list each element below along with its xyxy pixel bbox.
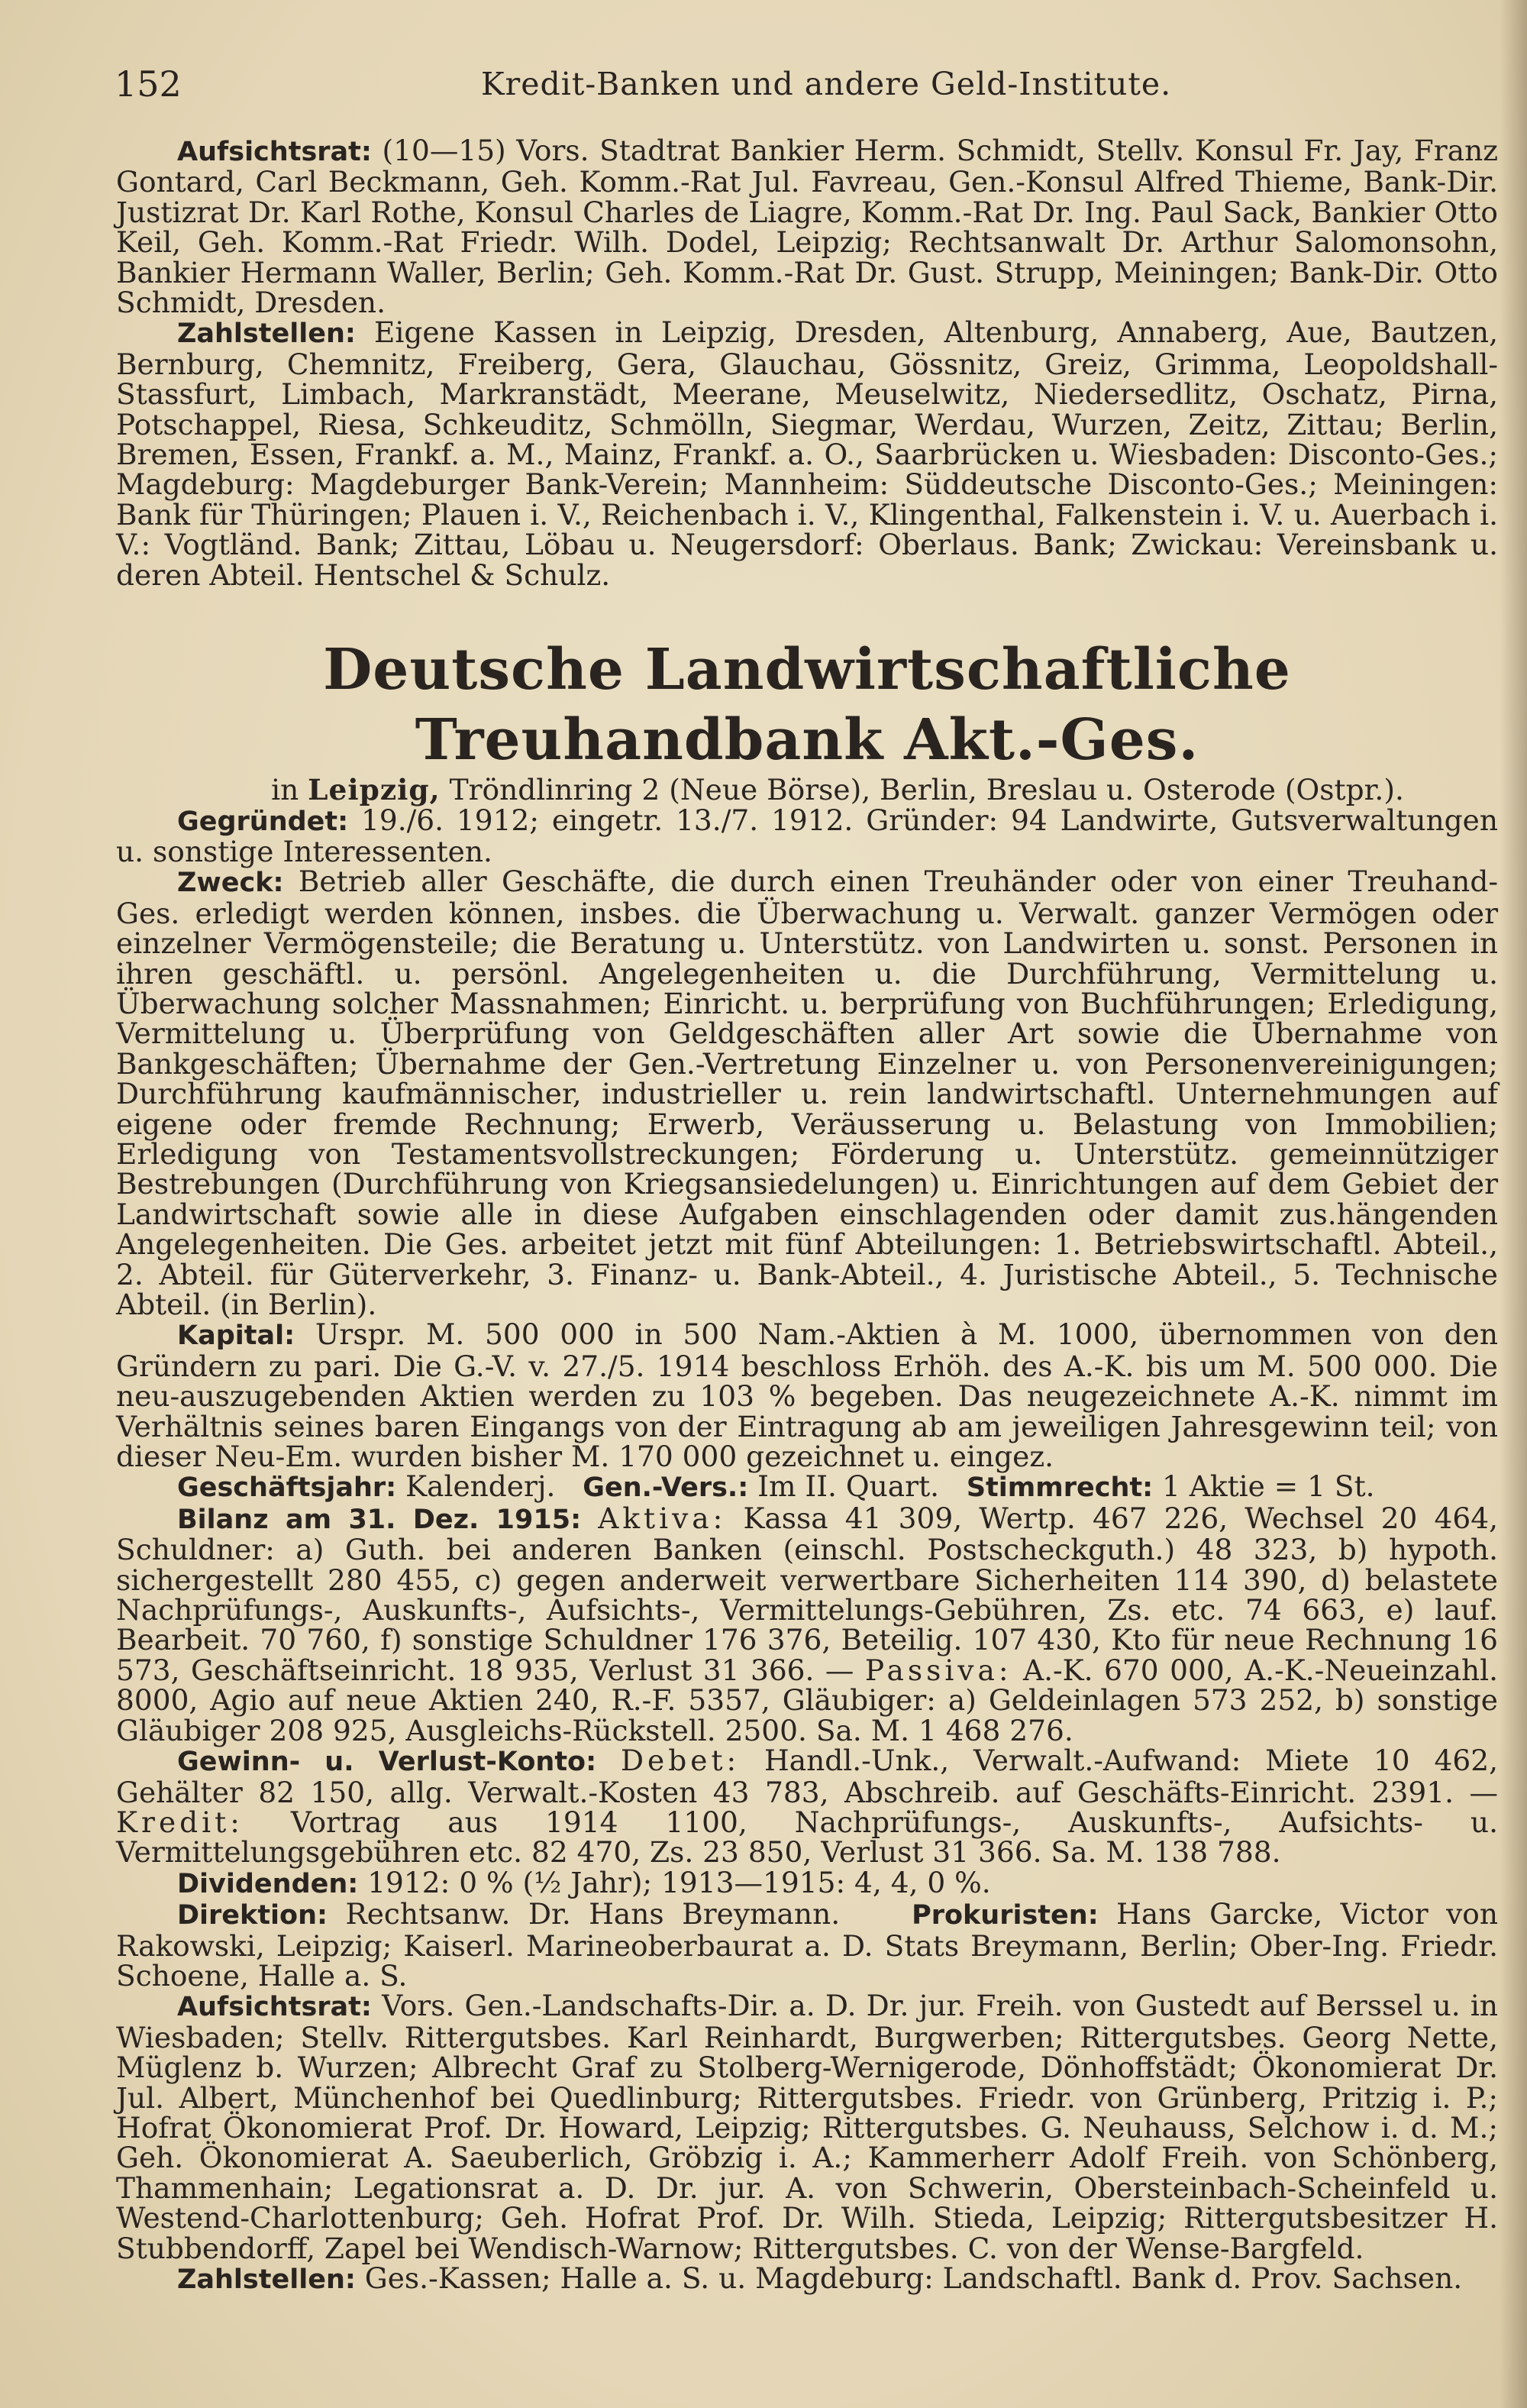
aktiva-label: Aktiva: [598,1501,727,1535]
kredit-text: Vortrag aus 1914 1100, Nachprüfungs-, Auskunfts-, Aufsichts- u. Vermittelungsgebühren etc. 82 470, Zs. 23 850, Verlust 31 366. Sa. M. 138 788. [116,1805,1498,1870]
section-label: Gen.-Vers.: [583,1472,749,1504]
aktiva-text: Kassa 41 309, Wertp. 467 226, Wechsel 20 464, Schuldner: a) Guth. bei anderen Banken (einschl. Postscheckguth.) 48 323, b) hypoth. sichergestellt 280 455, c) gegen anderweit verwertbare Sicherheiten 114 390, d) belastete Nachprüfungs-, Auskunfts-, Aufsichts-, Vermittelungs-Gebühren, Zs. etc. 74 663, e) lauf. Bearbeit. 70 760, f) sonstige Schuldner 176 376, Beteilig. 107 430, Kto für neue Rechnung 16 573, Geschäftseinricht. 18 935, Verlust 31 366. — [116,1501,1499,1687]
section-text: Eigene Kassen in Leipzig, Dresden, Altenburg, Annaberg, Aue, Bautzen, Bernburg, Chemnitz, Freiberg, Gera, Glauchau, Gössnitz, Greiz, Grimma, Leopoldshall-Stassfurt, Limbach, Markranstädt, Meerane, Meuselwitz, Niedersedlitz, Oschatz, Pirna, Potschappel, Riesa, Schkeuditz, Schmölln, Siegmar, Werdau, Wurzen, Zeitz, Zittau; Berlin, Bremen, Essen, Frankf. a. M., Mainz, Frankf. a. O., Saarbrücken u. Wiesbaden: Disconto-Ges.; Magdeburg: Magdeburger Bank-Verein; Mannheim: Süddeutsche Disconto-Ges.; Meiningen: Bank für Thüringen; Plauen i. V., Reichenbach i. V., Klingenthal, Falkenstein i. V. u. Auerbach i. V.: Vogtländ. Bank; Zittau, Löbau u. Neugersdorf: Oberlaus. Bank; Zwickau: Vereinsbank u. deren Abteil. Hentschel & Schulz. [116,315,1498,592]
page-number: 152 [115,63,182,105]
section-text: 1 Aktie = 1 St. [1162,1469,1375,1504]
body-text [116,136,1498,2295]
section-text: Hans Garcke, Victor von Rakowski, Leipzig; Kaiserl. Marineoberbaurat a. D. Stats Breymann, Berlin; Ober-Ing. Friedr. Schoene, Halle a. S. [116,1897,1499,1993]
aufsichtsrat-section [116,1991,1498,2264]
kredit-label: Kredit: [116,1805,244,1839]
section-label: Prokuristen: [912,1900,1099,1931]
bilanz-section [116,1501,1499,1747]
section-label: Zahlstellen: [177,2264,356,2295]
prev-zahlstellen [116,315,1498,592]
section-text: Urspr. M. 500 000 in 500 Nam.-Aktien à M. 1000, übernommen von den Gründern zu pari. Die G.-V. v. 27./5. 1914 beschloss Erhöh. des A.-K. bis um M. 500 000. Die neu-auszugebenden Aktien werden zu 103 % begeben. Das neugezeichnete A.-K. nimmt im Verhältnis seines baren Eingangs von der Eintragung ab am jeweiligen Jahresgewinn teil; von dieser Neu-Em. wurden bisher M. 170 000 gezeichnet u. eingez. [116,1317,1498,1474]
section-text: Ges.-Kassen; Halle a. S. u. Magdeburg: Landschaftl. Bank d. Prov. Sachsen. [364,2261,1463,2295]
section-text: 1912: 0 % (½ Jahr); 1913—1915: 4, 4, 0 %. [367,1865,991,1899]
passiva-label: Passiva: [864,1653,1012,1687]
kapital-section [116,1317,1498,1474]
section-label: Gewinn- u. Verlust-Konto: [177,1747,597,1778]
location-city: Leipzig, [308,773,441,807]
dividenden-section [116,1865,1498,1899]
section-label: Gegründet: [177,806,349,837]
section-text: Kalenderj. [405,1469,556,1504]
location-rest: Tröndlinring 2 (Neue Börse), Berlin, Breslau u. Osterode (Ostpr.). [449,773,1404,807]
company-title: Deutsche Landwirtschaftliche Treuhandbank Akt.-Ges. [323,637,1291,774]
section-label: Dividenden: [177,1868,359,1899]
section-label: Bilanz am 31. Dez. 1915: [177,1504,582,1535]
debet-text: Handl.-Unk., Verwalt.-Aufwand: Miete 10 462, Gehälter 82 150, allg. Verwalt.-Kosten 43 783, Abschreib. auf Geschäfts-Einricht. 2391. — [116,1744,1498,1809]
direktion-section [116,1899,1498,1991]
prev-aufsichtsrat [116,136,1498,318]
section-text: (10—15) Vors. Stadtrat Bankier Herm. Schmidt, Stellv. Konsul Fr. Jay, Franz Gontard, Carl Beckmann, Geh. Komm.-Rat Jul. Favreau, Gen.-Konsul Alfred Thieme, Bank-Dir. Justizrat Dr. Karl Rothe, Konsul Charles de Liagre, Komm.-Rat Dr. Ing. Paul Sack, Bankier Otto Keil, Geh. Komm.-Rat Friedr. Wilh. Dodel, Leipzig; Rechtsanwalt Dr. Arthur Salomonsohn, Bankier Hermann Waller, Berlin; Geh. Komm.-Rat Dr. Gust. Strupp, Meiningen; Bank-Dir. Otto Schmidt, Dresden. [116,134,1498,320]
section-text: Betrieb aller Geschäfte, die durch einen Treuhänder oder von einer Treuhand-Ges. erledigt werden können, insbes. die Überwachung u. Verwalt. ganzer Vermögen oder einzelner Vermögensteile; die Beratung u. Unterstütz. von Landwirten u. sonst. Personen in ihren geschäftl. u. persönl. Angelegenheiten u. die Durchführung, Vermittelung u. Überwachung solcher Massnahmen; Einricht. u. berprüfung von Buchführungen; Erledigung, Vermittelung u. Überprüfung von Geldgeschäften aller Art sowie die Übernahme von Bankgeschäften; Übernahme der Gen.-Vertretung Einzelner u. von Personenvereinigungen; Durchführung kaufmännischer, industrieller u. rein landwirtschaftl. Unternehmungen auf eigene oder fremde Rechnung; Erwerb, Veräusserung u. Belastung von Immobilien; Erledigung von Testamentsvollstreckungen; Förderung u. Unterstütz. gemeinnütziger Bestrebungen (Durchführung von Kriegsansiedelungen) u. Einrichtungen auf dem Gebiet der Landwirtschaft sowie alle in diese Aufgaben einschlagenden oder damit zus.hängenden Angelegenheiten. Die Ges. arbeitet jetzt mit fünf Abteilungen: 1. Betriebswirtschaftl. Abteil., 2. Abteil. für Güterverkehr, 3. Finanz- u. Bank-Abteil., 4. Juristische Abteil., 5. Technische Abteil. (in Berlin). [116,865,1498,1321]
location-prefix: in [271,773,299,807]
section-text: Vors. Gen.-Landschafts-Dir. a. D. Dr. jur. Freih. von Gustedt auf Berssel u. in Wiesbaden; Stellv. Rittergutsbes. Karl Reinhardt, Burgwerben; Rittergutsbes. Georg Nette, Müglenz b. Wurzen; Albrecht Graf zu Stolberg-Wernigerode, Dönhoffstädt; Ökonomierat Dr. Jul. Albert, Münchenhof bei Quedlinburg; Rittergutsbes. Friedr. von Grünberg, Pritzig i. P.; Hofrat Ökonomierat Prof. Dr. Howard, Leipzig; Rittergutsbes. G. Neuhauss, Selchow i. d. M.; Geh. Ökonomierat A. Saeuberlich, Gröbzig i. A.; Kammerherr Adolf Freih. von Schönberg, Thammenhain; Legationsrat a. D. Dr. jur. A. von Schwerin, Obersteinbach-Scheinfeld u. Westend-Charlottenburg; Geh. Hofrat Prof. Dr. Wilh. Stieda, Leipzig; Rittergutsbesitzer H. Stubbendorff, Zapel bei Wendisch-Warnow; Rittergutsbes. C. von der Wense-Bargfeld. [116,1989,1499,2265]
section-label: Zweck: [177,868,284,899]
passiva-text: A.-K. 670 000, A.-K.-Neueinzahl. 8000, Agio auf neue Aktien 240, R.-F. 5357, Gläubiger: a) Geldeinlagen 573 252, b) sonstige Gläubiger 208 925, Ausgleichs-Rückstell. 2500. Sa. M. 1 468 276. [116,1653,1499,1747]
section-text: 19./6. 1912; eingetr. 13./7. 1912. Gründer: 94 Landwirte, Gutsverwaltungen u. sonstige Interessenten. [116,803,1499,868]
running-header [115,61,1489,107]
section-label: Zahlstellen: [177,318,356,350]
section-text: Rechtsanw. Dr. Hans Breymann. [345,1897,841,1931]
section-label: Aufsichtsrat: [177,1992,372,2023]
company-location [116,775,1498,805]
section-label: Aufsichtsrat: [177,137,372,167]
zahlstellen-section [116,2261,1498,2295]
section-label: Direktion: [177,1900,328,1931]
running-title: Kredit-Banken und andere Geld-Institute. [481,66,1172,102]
gegruendet-section [116,803,1499,868]
section-label: Stimmrecht: [966,1472,1154,1504]
section-text: Im II. Quart. [757,1469,940,1504]
section-label: Kapital: [177,1320,295,1352]
debet-label: Debet: [620,1744,741,1778]
guv-section [116,1746,1498,1868]
geschaeftsjahr-section [116,1469,1498,1504]
page-edge-shadow [1500,0,1527,2408]
section-label: Geschäftsjahr: [177,1472,397,1504]
zweck-section [116,867,1498,1320]
